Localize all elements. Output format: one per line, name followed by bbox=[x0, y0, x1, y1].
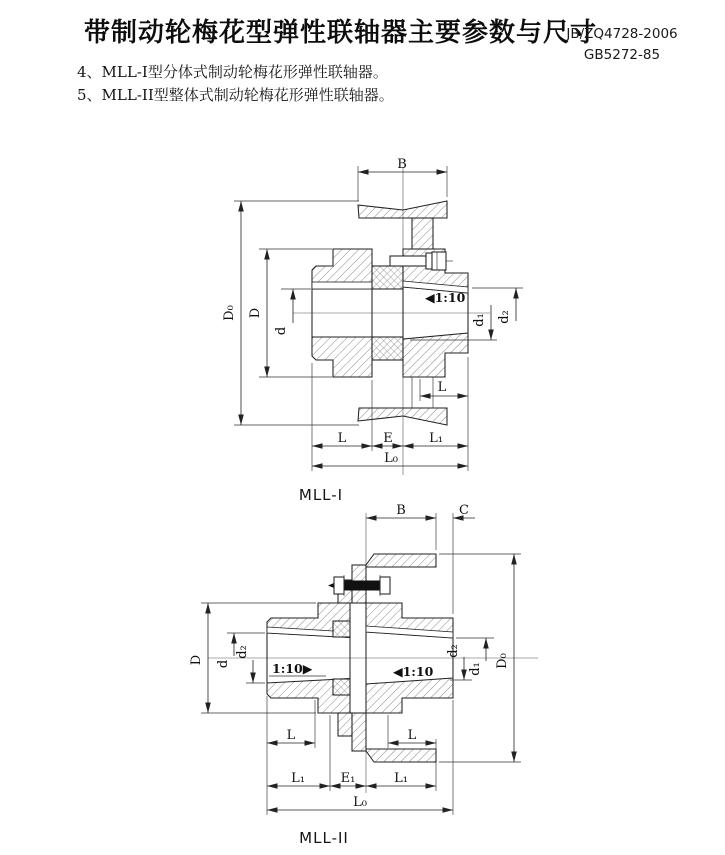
dim-label-b: B bbox=[397, 157, 407, 172]
bolt-washer bbox=[426, 253, 432, 269]
bolt-nut-right bbox=[380, 577, 390, 594]
standard-numbers bbox=[556, 24, 688, 66]
bolt-shaft bbox=[390, 256, 426, 266]
mll2-dim-d2-left bbox=[235, 645, 265, 683]
elastomer-bottom bbox=[333, 679, 350, 695]
mll1-diagram bbox=[175, 153, 565, 485]
mll2-diagram bbox=[150, 503, 570, 825]
dim-label-d1: d₁ bbox=[472, 313, 487, 327]
dim-label-l1: L₁ bbox=[429, 431, 443, 446]
mll2-dim-d1 bbox=[456, 638, 494, 676]
dim-label-d2-right: d₂ bbox=[446, 644, 461, 658]
page-title: 带制动轮梅花型弹性联轴器主要参数与尺寸 bbox=[84, 18, 598, 48]
standard-jb: JB/ZQ4728-2006 bbox=[566, 26, 678, 42]
dim-label-l-left: L bbox=[286, 728, 296, 743]
dim-label-e: E bbox=[383, 431, 393, 446]
mll1-dim-d bbox=[274, 289, 311, 335]
brake-disc-bottom bbox=[352, 713, 366, 751]
brake-rim-bottom bbox=[358, 408, 447, 425]
dim-label-d-flange: D bbox=[189, 654, 204, 666]
taper-callout-left: 1:10▶ bbox=[272, 661, 313, 676]
brake-web-top bbox=[412, 218, 433, 249]
mll2-dim-B bbox=[366, 503, 436, 550]
mll2-taper-callouts bbox=[269, 661, 434, 679]
bolt-rib-bottom bbox=[338, 713, 352, 736]
dim-label-c: C bbox=[459, 503, 469, 518]
bolt-nut-left bbox=[334, 577, 344, 594]
mll1-caption: MLL-I bbox=[298, 486, 344, 504]
taper-callout-right: ◀1:10 bbox=[393, 664, 434, 679]
dim-label-d-bore: d bbox=[216, 659, 231, 669]
note-item-5: 5、MLL-II型整体式制动轮梅花形弹性联轴器。 bbox=[77, 86, 394, 104]
dim-label-d-bore: d bbox=[274, 326, 289, 336]
dim-label-d2: d₂ bbox=[497, 310, 512, 324]
brake-rim-top bbox=[358, 201, 447, 218]
dim-label-d0: D₀ bbox=[495, 653, 510, 669]
left-keyway bbox=[312, 282, 372, 289]
brake-rim-bottom bbox=[366, 749, 436, 762]
dim-label-d-flange: D bbox=[248, 307, 263, 319]
dim-label-l-right-hub: L bbox=[437, 380, 447, 395]
mll2-dim-C bbox=[453, 503, 475, 614]
dim-label-l1-right: L₁ bbox=[394, 771, 408, 786]
dim-label-b: B bbox=[396, 503, 406, 518]
dim-label-d0: D₀ bbox=[222, 305, 237, 321]
dim-label-l0: L₀ bbox=[353, 795, 367, 810]
note-item-4: 4、MLL-I型分体式制动轮梅花形弹性联轴器。 bbox=[77, 63, 388, 81]
elastomer-bottom bbox=[372, 337, 403, 360]
dim-label-l-right: L bbox=[407, 728, 417, 743]
bolt-tip bbox=[328, 583, 334, 588]
dim-label-l1-left: L₁ bbox=[291, 771, 305, 786]
brake-rim-top bbox=[366, 554, 436, 567]
mll2-caption: MLL-II bbox=[299, 829, 349, 847]
dim-label-d1: d₁ bbox=[468, 662, 483, 676]
elastomer-top bbox=[333, 621, 350, 637]
elastomer-top bbox=[372, 266, 403, 289]
bolt-shaft bbox=[344, 581, 380, 590]
bolt-head bbox=[432, 252, 446, 270]
notes-list bbox=[77, 61, 394, 107]
dim-label-e1: E₁ bbox=[340, 771, 356, 786]
mll1-dim-B bbox=[358, 157, 447, 201]
dim-label-l0: L₀ bbox=[384, 451, 398, 466]
dim-label-l-left: L bbox=[337, 431, 347, 446]
dim-label-d2-left: d₂ bbox=[235, 645, 250, 659]
standard-gb: GB5272-85 bbox=[583, 47, 661, 63]
taper-callout-right: ◀1:10 bbox=[425, 290, 466, 305]
